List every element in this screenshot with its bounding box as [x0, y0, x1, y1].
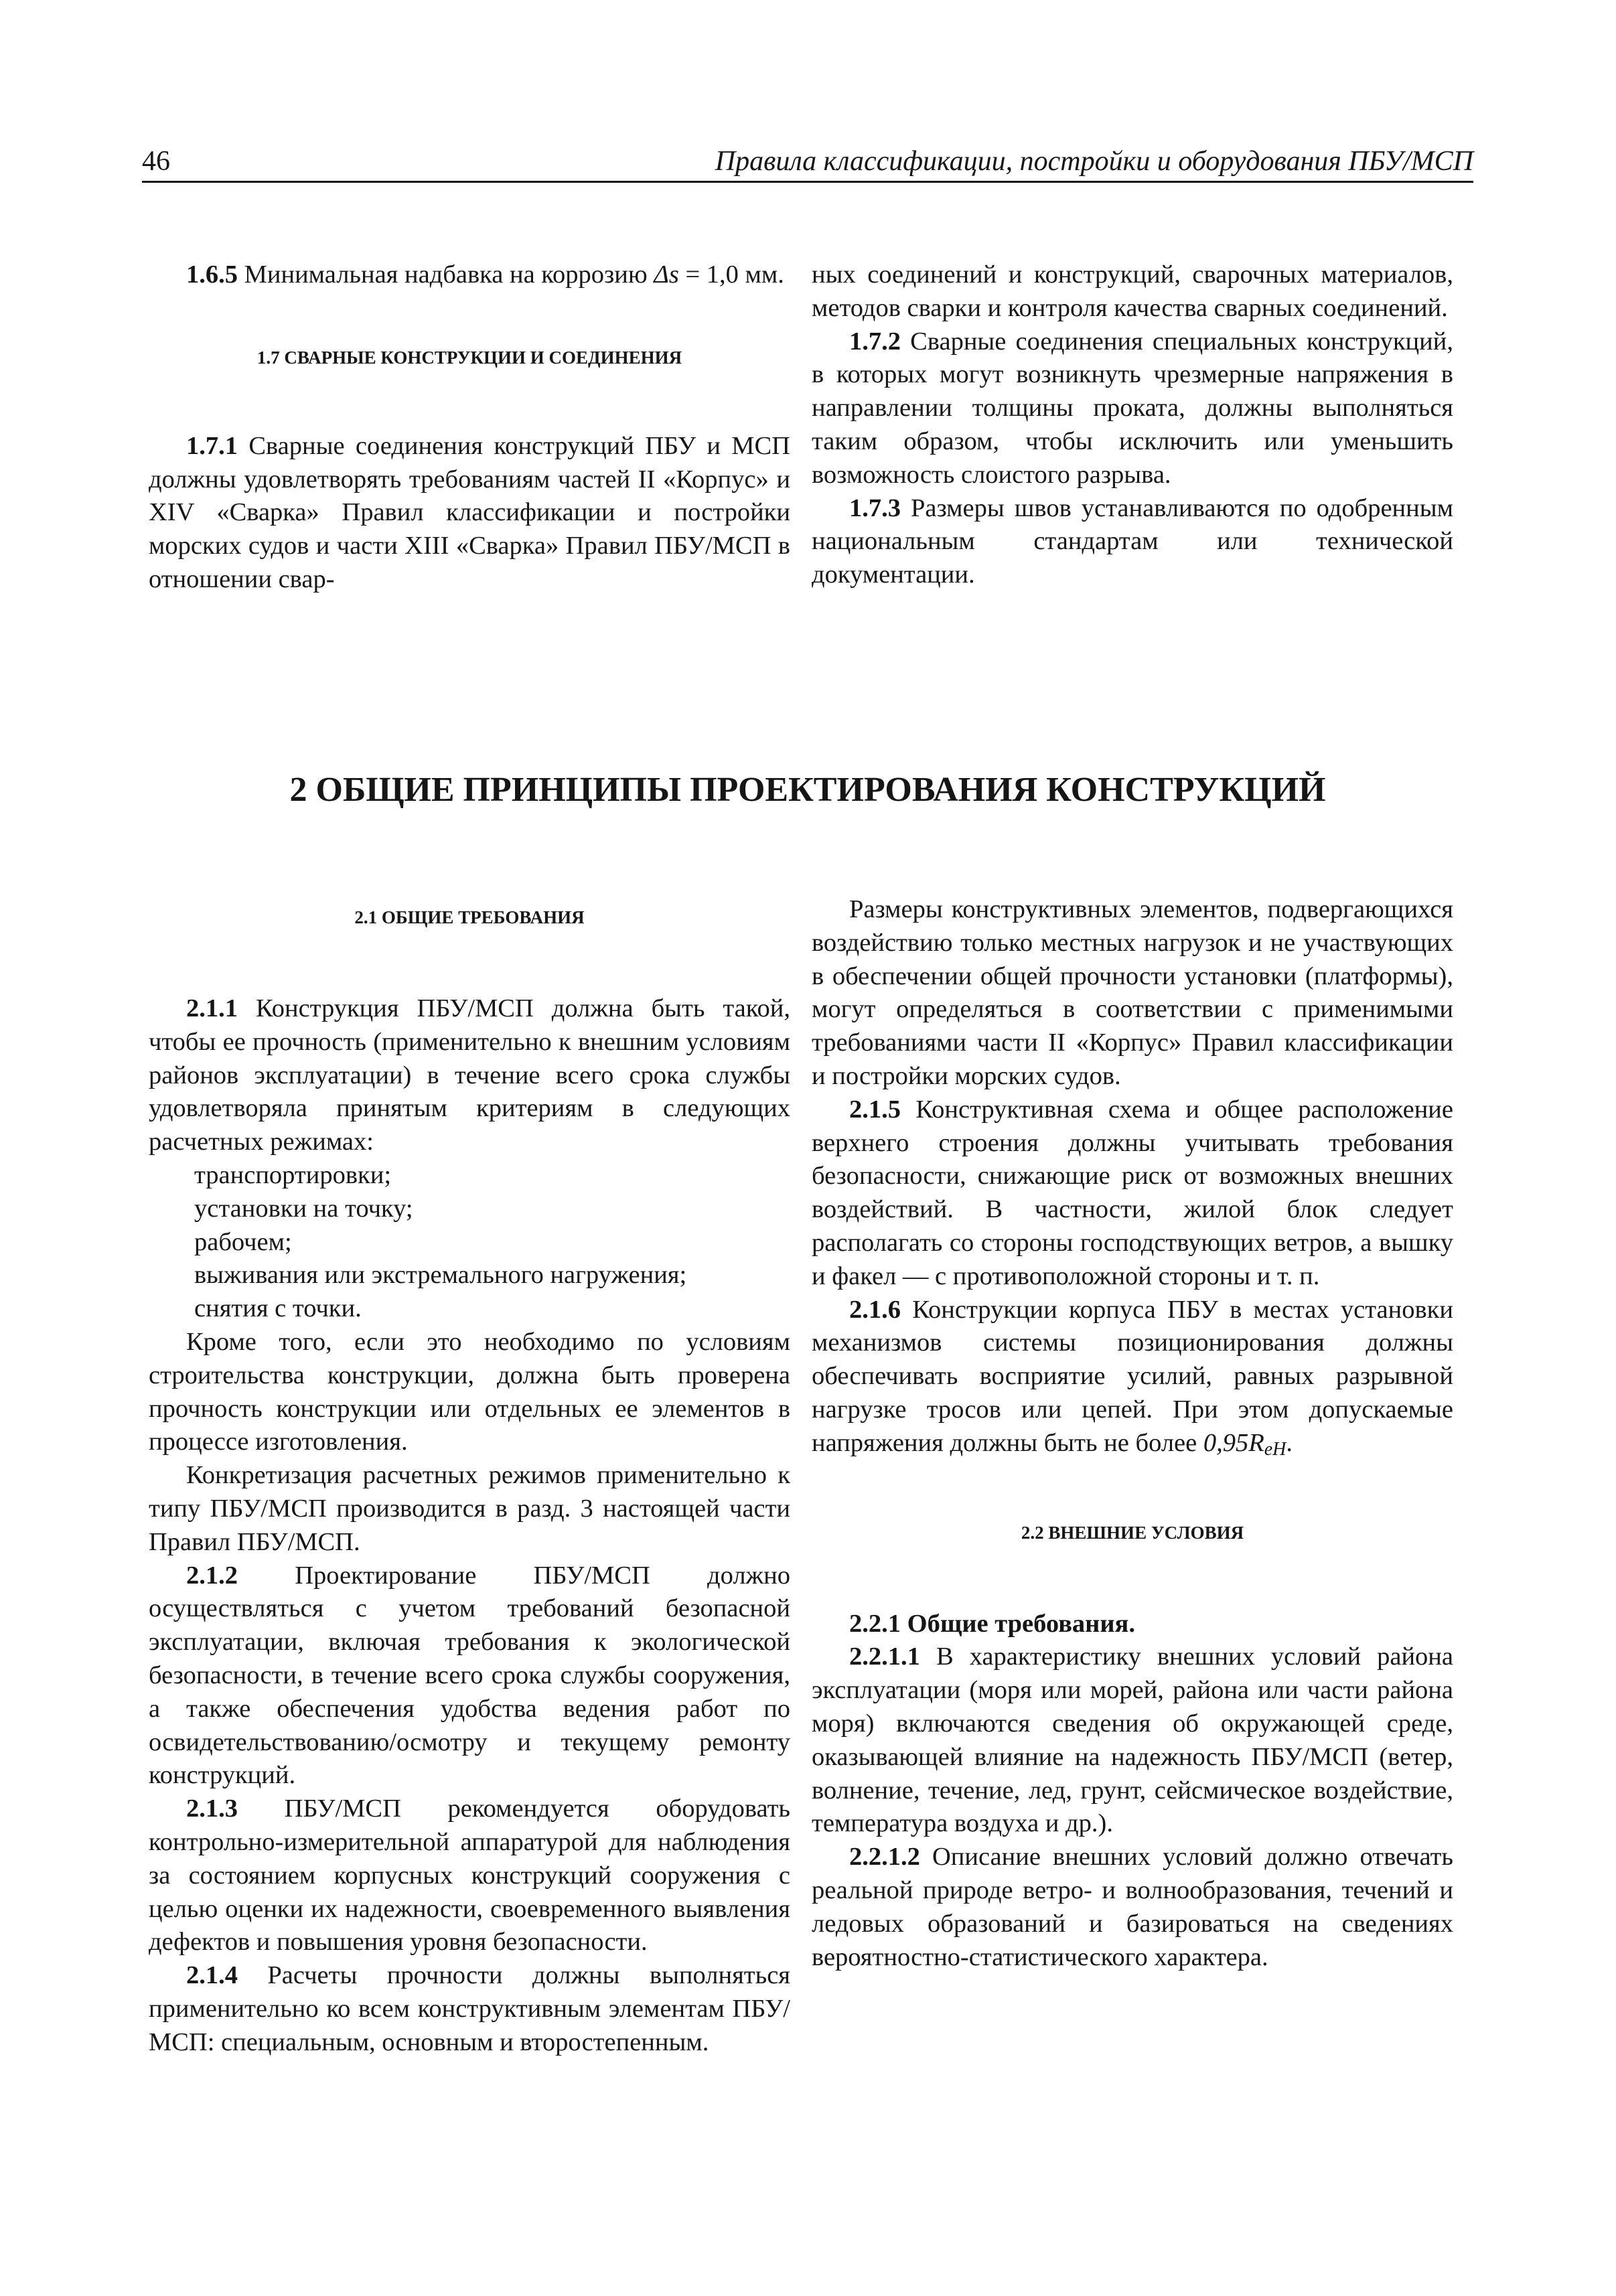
- paragraph-text: Конструктивная схема и общее расположение верхнего строения должны учитывать требования безопасности, снижающие риск от возможных внешних воздействий. В частности, жилой блок следует располагать со стороны господствующих ветров, а вышку и факел — с противоположной стороны и т. п.: [812, 1095, 1453, 1290]
- section-heading-2-2: 2.2 ВНЕШНИЕ УСЛОВИЯ: [1021, 1522, 1244, 1543]
- paragraph-2-2-1-2: [812, 1841, 1453, 1974]
- clause-number: 2.2.1.2: [849, 1843, 920, 1871]
- clause-number: 2.1.6: [849, 1295, 901, 1324]
- heading-2-2-1: 2.2.1 Общие требования.: [849, 1609, 1135, 1638]
- paragraph-2-1-3: [149, 1792, 790, 1959]
- clause-number: 1.7.3: [849, 493, 901, 522]
- paragraph-text: Сварные соединения специальных конструкций, в которых могут возникнуть чрезмерные напряжения в направлении толщины проката, должны выполняться таким образом, чтобы исключить или уменьшить возможность слоистого разрыва.: [812, 327, 1453, 489]
- paragraph-text: Проектирование ПБУ/МСП должно осуществляться с учетом требований безопасной эксплуатации, включая требования к экологической безопасности, в течение всего срока службы сооружения, а также обеспечения удобства ведения работ по освидетельствованию/осмотру и текущему ремонту конструкций.: [149, 1561, 790, 1790]
- clause-number: 2.2.1.1: [849, 1642, 920, 1671]
- paragraph-text: Описание внешних условий должно отвечать реальной природе ветро- и волнообразования, течений и ледовых образований и базироваться на сведениях вероятностно-статистического характера.: [812, 1843, 1453, 1971]
- paragraph-concretization: Конкретизация расчетных режимов применительно к типу ПБУ/МСП производится в разд. 3 настоящей части Правил ПБУ/МСП.: [149, 1461, 790, 1556]
- page-header: [142, 145, 1473, 183]
- list-item: транспортировки;: [194, 1160, 392, 1189]
- paragraph-2-1-5: [812, 1093, 1453, 1294]
- list-item: рабочем;: [194, 1227, 292, 1256]
- running-title: Правила классификации, постройки и оборудования ПБУ/МСП: [715, 146, 1473, 177]
- clause-number: 1.7.1: [186, 431, 238, 460]
- list-item: снятия с точки.: [194, 1294, 362, 1323]
- formula-subscript: eH: [1264, 1438, 1287, 1460]
- paragraph-1-6-5: [149, 258, 790, 292]
- top-right-column: [812, 258, 1453, 592]
- page-number: 46: [142, 146, 170, 177]
- paragraph-2-1-2: [149, 1559, 790, 1793]
- paragraph-text: Конструкции корпуса ПБУ в местах установки механизмов системы позиционирования должны обеспечивать восприятие усилий, равных разрывной нагрузке тросов или цепей. При этом допускаемые напряжения должны быть не более: [812, 1295, 1453, 1457]
- paragraph-text: = 1,0 мм.: [678, 260, 784, 289]
- symbol-delta-s: Δs: [654, 260, 679, 289]
- clause-number: 2.1.3: [186, 1794, 238, 1823]
- right-column: [812, 893, 1453, 1974]
- section-heading-2-1: 2.1 ОБЩИЕ ТРЕБОВАНИЯ: [354, 907, 585, 927]
- clause-number: 2.1.4: [186, 1961, 238, 1990]
- paragraph-text: Расчеты прочности должны выполняться применительно ко всем конструктивным элементам ПБУ/МСП: специальным, основным и второстепенным.: [149, 1961, 790, 2056]
- paragraph-2-1-1: [149, 992, 790, 1159]
- list-item: установки на точку;: [194, 1194, 413, 1223]
- paragraph-1-7-1: [149, 430, 790, 597]
- clause-number: 1.6.5: [186, 260, 238, 289]
- paragraph-besides: Кроме того, если это необходимо по условиям строительства конструкции, должна быть проверена прочность конструкции или отдельных ее элементов в процессе изготовления.: [149, 1327, 790, 1456]
- paragraph-text: Размеры швов устанавливаются по одобренным национальным стандартам или технической документации.: [812, 493, 1453, 589]
- paragraph-1-7-3: [812, 492, 1453, 592]
- paragraph-2-1-4: [149, 1959, 790, 2059]
- paragraph-text: Минимальная надбавка на коррозию: [238, 260, 654, 289]
- left-column: [149, 904, 790, 2060]
- paragraph-text: .: [1286, 1428, 1293, 1457]
- top-left-column: [149, 258, 790, 597]
- paragraph-text: Сварные соединения конструкций ПБУ и МСП должны удовлетворять требованиям частей II «Корпус» и XIV «Сварка» Правил классификации и постройки морских судов и части XIII «Сварка» Правил ПБУ/МСП в отношении свар-: [149, 431, 790, 593]
- paragraph-2-2-1-1: [812, 1640, 1453, 1841]
- paragraph-text: ПБУ/МСП рекомендуется оборудовать контрольно-измерительной аппаратурой для наблюдения за состоянием корпусных конструкций сооружения с целью оценки их надежности, своевременного выявления дефектов и повышения уровня безопасности.: [149, 1794, 790, 1957]
- clause-number: 2.1.2: [186, 1561, 238, 1590]
- paragraph-2-1-4-continued: Размеры конструктивных элементов, подвергающихся воздействию только местных нагрузок и не участвующих в обеспечении общей прочности установки (платформы), могут определяться в соответствии с применимыми требованиями части II «Корпус» Правил классификации и постройки морских судов.: [812, 895, 1453, 1090]
- clause-number: 2.1.5: [849, 1095, 901, 1124]
- paragraph-text: В характеристику внешних условий района эксплуатации (моря или морей, района или части района моря) включаются сведения об окружающей среде, оказывающей влияние на надежность ПБУ/МСП (ветер, волнение, течение, лед, грунт, сейсмическое воздействие, температура воздуха и др.).: [812, 1642, 1453, 1838]
- chapter-title: 2 ОБЩИЕ ПРИНЦИПЫ ПРОЕКТИРОВАНИЯ КОНСТРУКЦИЙ: [289, 771, 1326, 809]
- formula: 0,95R: [1203, 1428, 1264, 1457]
- clause-number: 1.7.2: [849, 327, 901, 356]
- paragraph-1-7-2: [812, 325, 1453, 492]
- paragraph-2-1-6: [812, 1294, 1453, 1460]
- list-item: выживания или экстремального нагружения;: [194, 1261, 687, 1290]
- header-rule: [142, 181, 1473, 183]
- section-heading-1-7: 1.7 СВАРНЫЕ КОНСТРУКЦИИ И СОЕДИНЕНИЯ: [256, 347, 682, 368]
- paragraph-1-7-1-continued: ных соединений и конструкций, сварочных материалов, методов сварки и контроля качества сварных соединений.: [812, 260, 1453, 322]
- clause-number: 2.1.1: [186, 994, 238, 1022]
- paragraph-text: Конструкция ПБУ/МСП должна быть такой, чтобы ее прочность (применительно к внешним условиям районов эксплуатации) в течение всего срока службы удовлетворяла принятым критериям в следующих расчетных режимах:: [149, 994, 790, 1156]
